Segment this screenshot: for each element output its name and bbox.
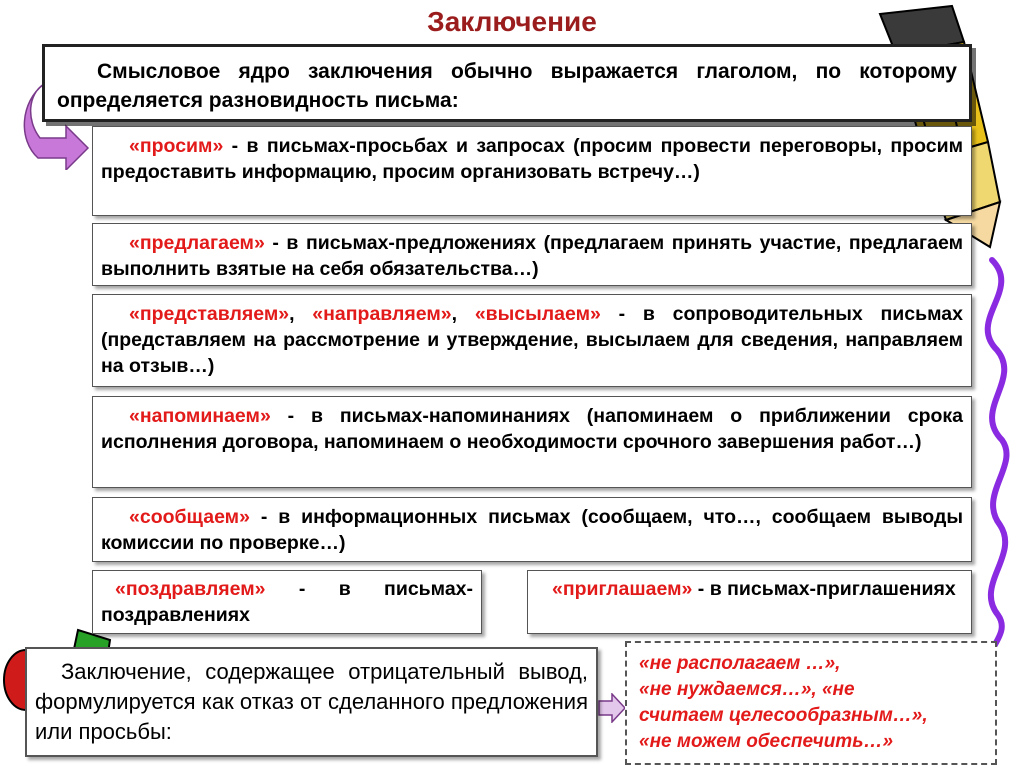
refusal-phrases (625, 641, 997, 765)
text-priglashaem: - в письмах-приглашениях (692, 578, 956, 600)
keyword-prosim: «просим» (129, 135, 224, 157)
text-prosim: - в письмах-просьбах и запросах (просим провести переговоры, просим предоставить информацию, просим организовать встречу…) (101, 135, 963, 183)
item-napominaem (92, 396, 972, 488)
keyword-predstavlyaem: «представляем» (129, 303, 290, 325)
phrase-line: «не нуждаемся…», «не (639, 679, 855, 700)
keyword-pozdravlyaem: «поздравляем» (115, 578, 266, 600)
lead-statement (42, 44, 972, 122)
negative-text: Заключение, содержащее отрицательный вывод, формулируется как отказ от сделанного предложения или просьбы: (35, 659, 588, 744)
text-soobshchaem: - в информационных письмах (сообщаем, что…, сообщаем выводы комиссии по проверке…) (101, 506, 963, 554)
item-pozdravlyaem (92, 570, 482, 634)
item-priglashaem (527, 570, 972, 634)
separator: , (451, 303, 475, 325)
item-soprovoditelnye (92, 294, 972, 387)
separator: , (289, 303, 313, 325)
keyword-soobshchaem: «сообщаем» (129, 506, 250, 528)
right-arrow-icon (598, 693, 626, 723)
keyword-napravlyaem: «направляем» (312, 303, 452, 325)
lead-text: Смысловое ядро заключения обычно выражается глаголом, по которому определяется разновидность письма: (57, 60, 957, 112)
item-soobshchaem (92, 497, 972, 562)
text-soprovoditelnye: - в сопроводительных письмах (представляем на рассмотрение и утверждение, высылаем для сведения, направляем на отзыв…) (101, 303, 963, 377)
text-pozdravlyaem: - в письмах-поздравлениях (101, 578, 473, 626)
phrase-line: «не можем обеспечить…» (639, 731, 894, 752)
item-predlagaem (92, 223, 972, 286)
keyword-predlagaem: «предлагаем» (129, 232, 265, 254)
negative-conclusion (25, 647, 598, 757)
phrase-line: «не располагаем …», (639, 653, 841, 674)
keyword-napominaem: «напоминаем» (129, 405, 271, 427)
phrase-line: считаем целесообразным…», (639, 705, 928, 726)
text-napominaem: - в письмах-напоминаниях (напоминаем о приближении срока исполнения договора, напоминаем о необходимости срочного завершения работ…) (101, 405, 963, 453)
page-title: Заключение (427, 6, 597, 37)
keyword-vysylaem: «высылаем» (474, 303, 601, 325)
item-prosim (92, 126, 972, 216)
text-predlagaem: - в письмах-предложениях (предлагаем принять участие, предлагаем выполнить взятые на себя обязательства…) (101, 232, 963, 280)
keyword-priglashaem: «приглашаем» (552, 578, 693, 600)
